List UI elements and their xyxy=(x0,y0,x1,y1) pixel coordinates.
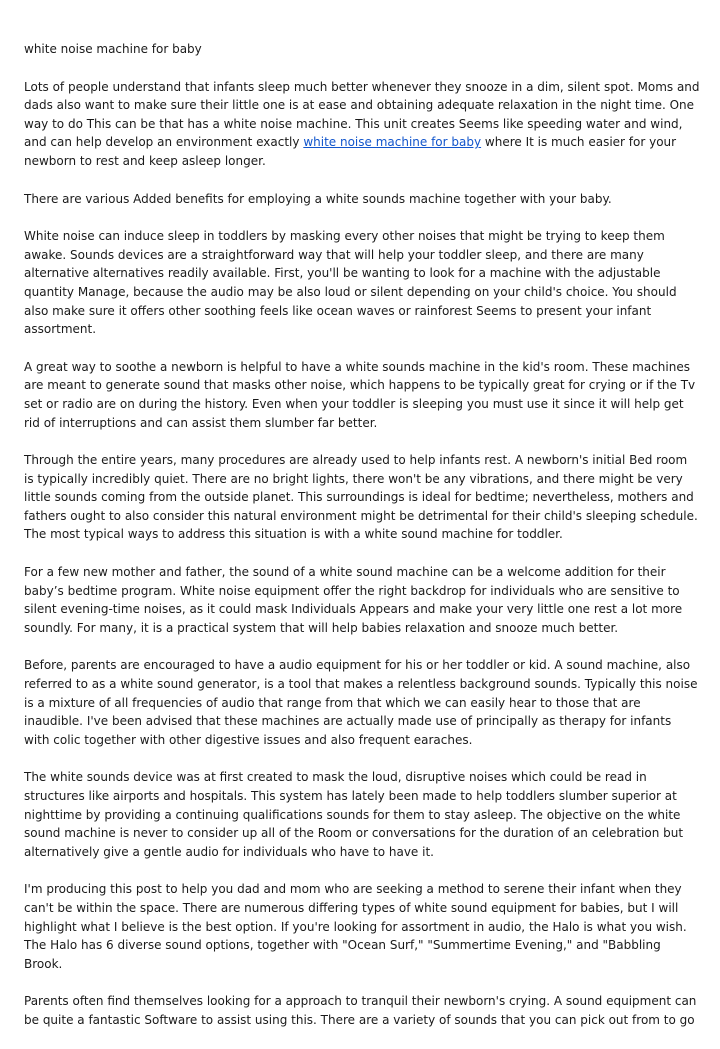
paragraph-bedtime: For a few new mother and father, the sound of a white sound machine can be a welcome addition for their baby’s bedtime program. White noise equipment offer the right backdrop for individuals who are sensitive to silent evening-time noises, as it could mask Individuals Appears and make your very little one rest a lot more soundly. For many, it is a practical system that will help babies relaxation and snooze much better. xyxy=(24,565,683,635)
document-page xyxy=(24,40,700,1049)
paragraph-intro-text-end: where It is much easier for your newborn to rest and keep asleep longer. xyxy=(24,135,677,168)
document-title: white noise machine for baby xyxy=(24,42,202,56)
paragraph-crying: Parents often find themselves looking for a approach to tranquil their newborn's crying. A sound equipment can be quite a fantastic Software to assist using this. There are a variety of sounds that you can pick out from to go xyxy=(24,994,697,1027)
paragraph-generator: Before, parents are encouraged to have a audio equipment for his or her toddler or kid. A sound machine, also referred to as a white sound generator, is a tool that makes a relentless background sounds. Typically this noise is a mixture of all frequencies of audio that range from that which we can easily hear to those that are inaudible. I've been advised that these machines are actually made use of principally as therapy for infants with colic together with other digestive issues and also frequent earaches. xyxy=(24,658,698,747)
paragraph-soothe: A great way to soothe a newborn is helpful to have a white sounds machine in the kid's room. These machines are meant to generate sound that masks other noise, which happens to be typically great for crying or if the Tv set or radio are on during the history. Even when your toddler is sleeping you must use it since it will help get rid of interruptions and can assist them slumber far better. xyxy=(24,359,696,430)
paragraph-history: Through the entire years, many procedures are already used to help infants rest. A newborn's initial Bed room is typically incredibly quiet. There are no bright lights, there won't be any vibrations, and there might be very little sounds coming from the outside planet. This surroundings is ideal for bedtime; nevertheless, mothers and fathers ought to also consider this natural environment might be detrimental for their child's sleeping schedule. The most typical ways to address this situation is with a white sound machine for toddler. xyxy=(24,453,698,542)
paragraph-benefits: There are various Added benefits for employing a white sounds machine together with your baby. xyxy=(24,191,612,206)
paragraph-intro-text-start: Lots of people understand that infants sleep much better whenever they snooze in a dim, silent spot. Moms and dads also want to make sure their little one is at ease and obtaining adequate relaxation in the night time. One way to do This can be that has a white noise machine. This unit creates Seems like speeding water and wind, and can help develop an environment exactly xyxy=(24,79,700,150)
paragraph-origin: The white sounds device was at first created to mask the loud, disruptive noises which could be read in structures like airports and hospitals. This system has lately been made to help toddlers slumber superior at nighttime by providing a continuing qualifications sounds for them to stay asleep. The objective on the white sound machine is never to consider up all of the Room or conversations for the duration of an celebration but alternatively give a gentle audio for individuals who have to have it. xyxy=(24,770,684,859)
white-noise-machine-link[interactable]: white noise machine for baby xyxy=(303,135,482,150)
paragraph-intro xyxy=(24,78,700,171)
paragraph-halo: I'm producing this post to help you dad and mom who are seeking a method to serene their infant when they can't be within the space. There are numerous differing types of white sound equipment for babies, but I will highlight what I believe is the best option. If you're looking for assortment in audio, the Halo is what you wish. The Halo has 6 diverse sound options, together with "Ocean Surf," "Summertime Evening," and "Babbling Brook. xyxy=(24,882,687,971)
paragraph-masking: White noise can induce sleep in toddlers by masking every other noises that might be trying to keep them awake. Sounds devices are a straightforward way that will help your toddler sleep, and there are many alternative alternatives readily available. First, you'll be wanting to look for a machine with the adjustable quantity Manage, because the audio may be also loud or silent depending on your child's choice. You should also make sure it offers other soothing feels like ocean waves or rainforest Seems to present your infant assortment. xyxy=(24,229,677,337)
